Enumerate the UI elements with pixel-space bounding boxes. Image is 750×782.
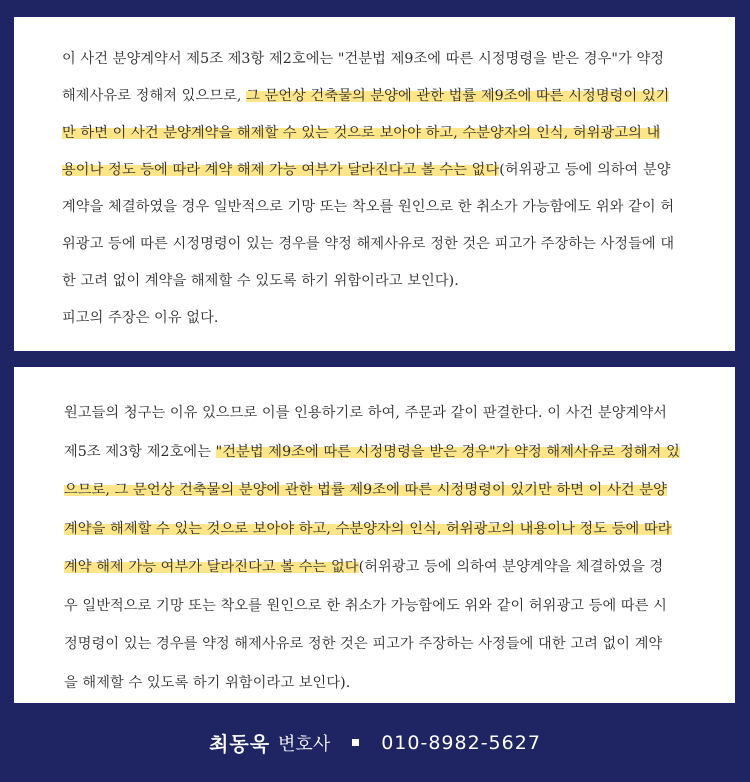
lawyer-name: 최동욱	[209, 732, 271, 756]
text-segment: 제5조 제3항 제2호에는	[64, 443, 216, 460]
text-segment: 우 일반적으로 기망 또는 착오를 원인으로 한 취소가 가능함에도 위와 같이 허위광고 등에 따른 시	[64, 597, 667, 614]
highlighted-text: 으므로, 그 문언상 건축물의 분양에 관한 법률 제9조에 따른 시정명령이 있기만 하면 이 사건 분양	[64, 482, 667, 498]
lawyer-title: 변호사	[278, 733, 331, 755]
text-line	[64, 548, 735, 587]
text-line	[62, 78, 735, 115]
text-segment: 을 해제할 수 있도록 하기 위함이라고 보인다).	[64, 674, 351, 691]
text-line	[64, 587, 735, 626]
text-line	[64, 625, 735, 664]
text-segment: 피고의 주장은 이유 없다.	[62, 310, 219, 326]
text-line	[64, 394, 735, 433]
text-segment: 원고들의 청구는 이유 있으므로 이를 인용하기로 하여, 주문과 같이 판결한다. 이 사건 분양계약서	[64, 405, 667, 421]
text-line	[62, 226, 735, 263]
text-segment: 위광고 등에 따른 시정명령이 있는 경우를 약정 해제사유로 정한 것은 피고가 주장하는 사정들에 대	[62, 236, 675, 252]
text-segment: 정명령이 있는 경우를 약정 해제사유로 정한 것은 피고가 주장하는 사정들에 대한 고려 없이 계약	[64, 636, 663, 652]
text-segment: 계약을 체결하였을 경우 일반적으로 기망 또는 착오를 원인으로 한 취소가 가능함에도 위와 같이 허	[62, 199, 675, 215]
text-segment: (허위광고 등에 의하여 분양	[499, 162, 671, 178]
separator-square-icon	[352, 739, 359, 746]
highlighted-text: 계약을 해제할 수 있는 것으로 보아야 하고, 수분양자의 인식, 허위광고의 내용이나 정도 등에 따라	[64, 520, 672, 537]
text-line	[62, 189, 735, 226]
highlighted-text: 용이나 정도 등에 따라 계약 해제 가능 여부가 달라진다고 볼 수는 없다	[62, 162, 500, 178]
text-line	[62, 263, 735, 300]
highlighted-text: 계약 해제 가능 여부가 달라진다고 볼 수는 없다	[64, 559, 359, 575]
text-segment: (허위광고 등에 의하여 분양계약을 체결하였을 경	[358, 559, 664, 575]
text-line	[62, 41, 735, 78]
lawyer-contact-footer	[0, 703, 750, 782]
text-line	[62, 152, 735, 189]
text-segment: 해제사유로 정해져 있으므로,	[62, 88, 247, 104]
highlighted-text: 그 문언상 건축물의 분양에 관한 법률 제9조에 따른 시정명령이 있기	[246, 88, 670, 104]
text-line	[64, 664, 735, 703]
text-line	[64, 510, 735, 549]
judgment-excerpt-2	[14, 367, 735, 703]
text-line	[62, 300, 735, 337]
judgment-excerpt-1	[14, 17, 735, 351]
highlighted-text: 만 하면 이 사건 분양계약을 해제할 수 있는 것으로 보아야 하고, 수분양자의 인식, 허위광고의 내	[62, 125, 661, 141]
highlighted-text: "건분법 제9조에 따른 시정명령을 받은 경우"가 약정 해제사유로 정해져 있	[215, 443, 680, 460]
text-segment: 이 사건 분양계약서 제5조 제3항 제2호에는 "건분법 제9조에 따른 시정명령을 받은 경우"가 약정	[62, 51, 665, 67]
text-segment: 한 고려 없이 계약을 해제할 수 있도록 하기 위함이라고 보인다).	[62, 273, 459, 289]
phone-number[interactable]: 010-8982-5627	[381, 731, 541, 754]
text-line	[64, 471, 735, 510]
text-line	[64, 433, 735, 472]
text-line	[62, 115, 735, 152]
